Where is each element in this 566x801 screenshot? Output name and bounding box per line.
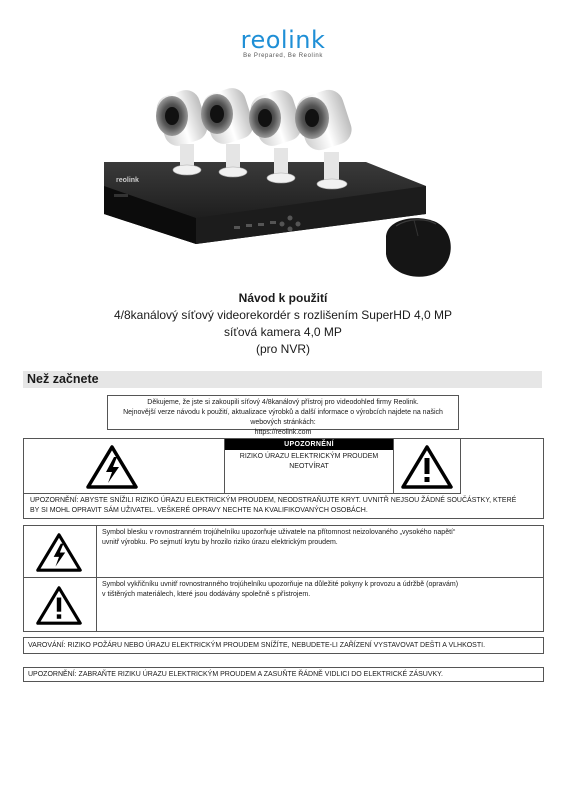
intro-box [107, 395, 459, 436]
symbol-text-line-2: uvnitř výrobku. Po sejmutí krytu by hrozilo riziko úrazu elektrickým proudem. [102, 539, 338, 546]
document-title [0, 290, 566, 358]
intro-line-1: Děkujeme, že jste si zakoupili síťový 4/8kanálový přístroj pro videodohled firmy Reolink. [147, 399, 419, 406]
symbol-icon-cell [24, 578, 97, 631]
caution-text-1: RIZIKO ÚRAZU ELEKTRICKÝM PROUDEM [239, 453, 379, 460]
lightning-warning-icon [36, 533, 82, 572]
exclamation-warning-icon [401, 445, 453, 489]
lightning-warning-icon [86, 445, 138, 489]
title-line-4: (pro NVR) [255, 342, 310, 356]
plug-warning-notice: UPOZORNĚNÍ: ZABRAŇTE RIZIKU ÚRAZU ELEKTRICKÝM PROUDEM A ZASUŇTE ŘÁDNĚ VIDLICI DO ELEKTRICKÉ ZÁSUVKY. [23, 667, 544, 682]
symbol-text-line-1: Symbol blesku v rovnostranném trojúhelníku upozorňuje uživatele na přítomnost neizolovaného „vysokého napětí“ [102, 529, 456, 536]
product-image [96, 86, 466, 286]
section-heading: Než začnete [23, 371, 542, 388]
caution-note-line-1: UPOZORNĚNÍ: ABYSTE SNÍŽILI RIZIKO ÚRAZU ELEKTRICKÝM PROUDEM, NEODSTRAŇUJTE KRYT. UVNITŘ NEJSOU ŽÁDNÉ SOUČÁSTKY, KTERÉ [30, 497, 517, 504]
caution-text-2: NEOTVÍRAT [289, 463, 329, 470]
exclamation-warning-icon [36, 586, 82, 625]
title-line-3: síťová kamera 4,0 MP [224, 325, 342, 339]
symbol-row-lightning [23, 525, 544, 578]
intro-url[interactable]: https://reolink.com [254, 429, 312, 436]
symbol-row-exclamation [23, 577, 544, 632]
caution-cell-center [225, 439, 393, 494]
symbol-text-line-1: Symbol vykřičníku uvnitř rovnostranného trojúhelníku upozorňuje na důležité pokyny k provozu a údržbě (opravám) [102, 581, 459, 588]
caution-header: UPOZORNĚNÍ [225, 439, 393, 450]
logo-tagline: Be Prepared, Be Reolink [243, 53, 323, 59]
caution-cell-left [24, 439, 225, 494]
title-line-2: 4/8kanálový síťový videorekordér s rozlišením SuperHD 4,0 MP [114, 308, 452, 322]
caution-note-line-2: BY SI MOHL OPRAVIT SÁM UŽIVATEL. VEŠKERÉ OPRAVY NECHTE NA KVALIFIKOVANÝCH OSOBÁCH. [30, 507, 368, 514]
title-line-1: Návod k použití [238, 291, 328, 305]
logo-wordmark: reolink [240, 26, 326, 54]
mouse [386, 218, 451, 277]
symbol-text-line-2: v tištěných materiálech, které jsou dodávány společně s přístrojem. [102, 591, 311, 598]
caution-note [24, 494, 543, 518]
nvr-logo: reolink [116, 177, 139, 184]
brand-logo [0, 26, 566, 59]
symbol-icon-cell [24, 526, 97, 577]
symbol-text [102, 580, 537, 600]
caution-cell-right [393, 439, 461, 494]
camera-1 [153, 86, 211, 175]
symbol-text [102, 528, 537, 548]
fire-warning-notice: VAROVÁNÍ: RIZIKO POŽÁRU NEBO ÚRAZU ELEKTRICKÝM PROUDEM SNÍŽÍTE, NEBUDETE-LI ZAŘÍZENÍ VYSTAVOVAT DEŠTI A VLHKOSTI. [23, 637, 544, 654]
caution-table [23, 438, 544, 519]
intro-line-2: Nejnovější verze návodu k použití, aktualizace výrobků a další informace o výrobcích najdete na našich webových stránkách: [123, 409, 443, 426]
